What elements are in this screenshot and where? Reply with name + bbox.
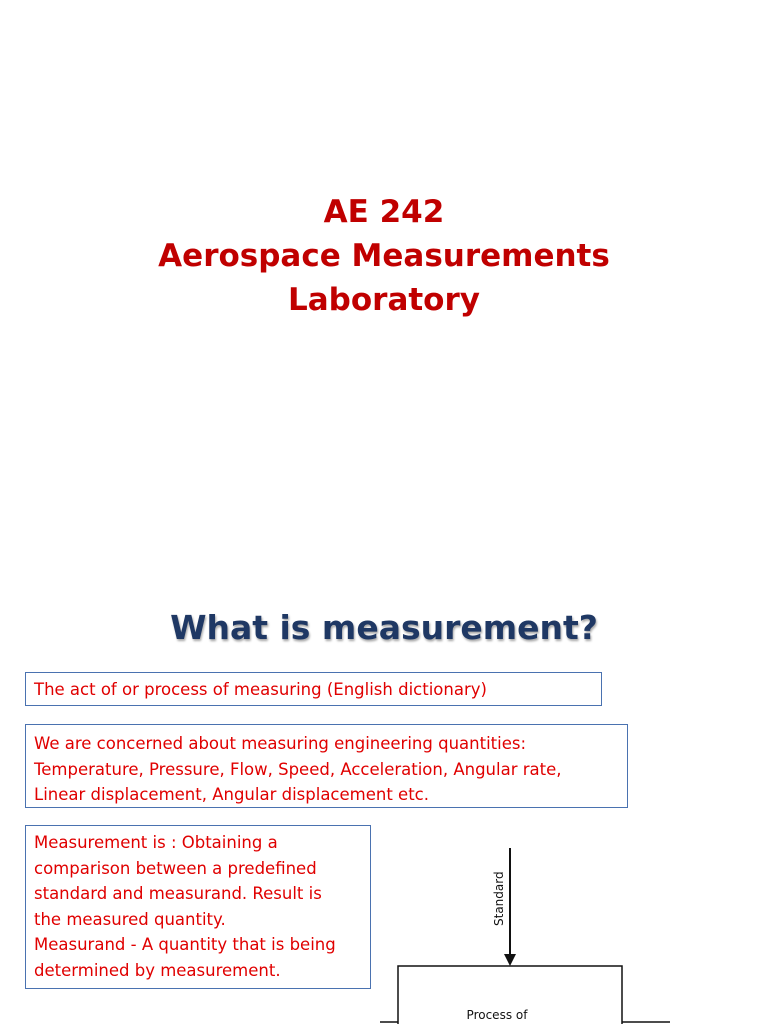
standard-label: Standard (492, 871, 506, 926)
section-heading: What is measurement? (170, 608, 598, 647)
slide-title (0, 190, 768, 322)
course-name: Aerospace Measurements (158, 238, 610, 274)
course-code: AE 242 (323, 194, 445, 230)
engineering-quantities-box: We are concerned about measuring engineering quantities: Temperature, Pressure, Flow, Speed, Acceleration, Angular rate, Linear displacement, Angular displacement etc. (25, 724, 628, 808)
course-suffix: Laboratory (288, 282, 480, 318)
measurement-process-diagram (380, 830, 768, 1024)
process-label: Process of (466, 1008, 528, 1022)
dictionary-definition-box: The act of or process of measuring (English dictionary) (25, 672, 602, 706)
standard-arrow-head (504, 954, 516, 966)
measurement-definition-box: Measurement is : Obtaining a comparison between a predefined standard and measurand. Result is the measured quantity. Measurand - A quantity that is being determined by measurement. (25, 825, 371, 989)
